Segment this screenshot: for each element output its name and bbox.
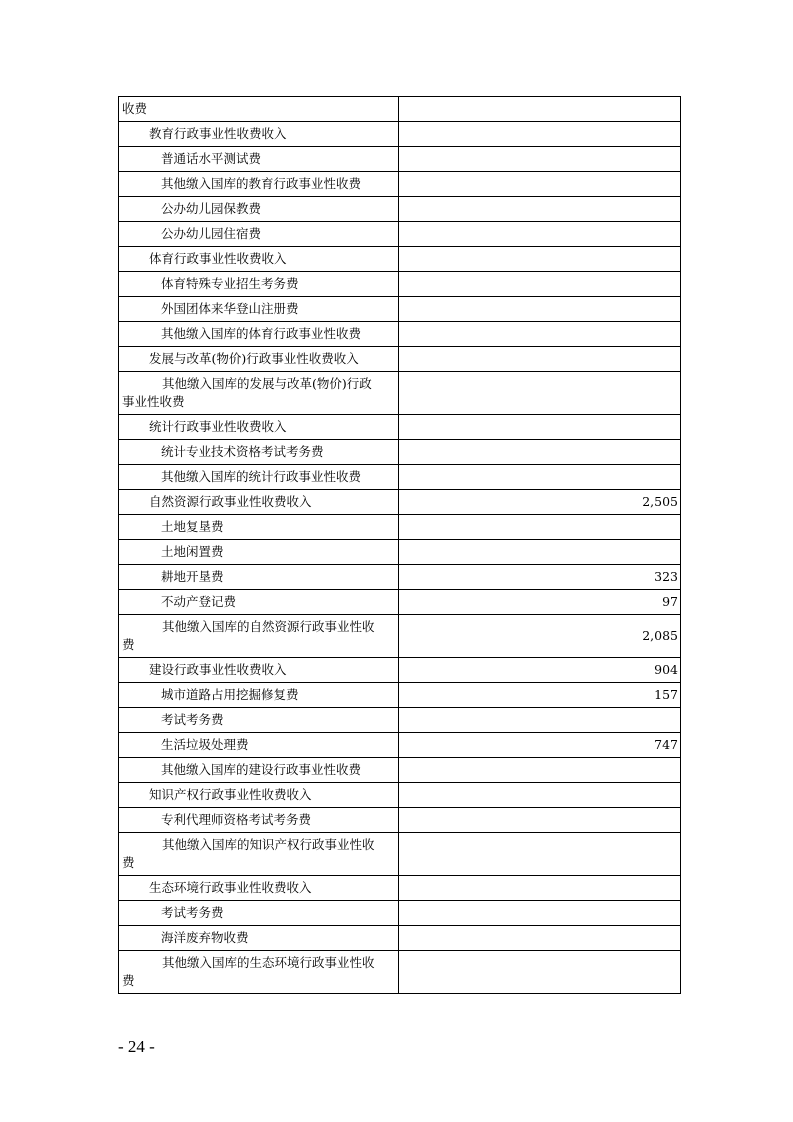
amount-cell: [399, 465, 681, 490]
table-row: [119, 901, 681, 926]
table-row: [119, 876, 681, 901]
table-row: [119, 758, 681, 783]
item-name-cell: 自然资源行政事业性收费收入: [119, 490, 399, 515]
item-name-cell: 土地闲置费: [119, 540, 399, 565]
revenue-table: [118, 96, 681, 994]
table-body: [119, 97, 681, 994]
item-name-line1: 其他缴入国库的生态环境行政事业性收: [162, 955, 375, 970]
amount-cell: [399, 833, 681, 876]
table-row: [119, 615, 681, 658]
amount-cell: [399, 901, 681, 926]
table-row: [119, 733, 681, 758]
table-row: [119, 658, 681, 683]
table-row: [119, 122, 681, 147]
item-name-cell: 专利代理师资格考试考务费: [119, 808, 399, 833]
amount-cell: [399, 372, 681, 415]
amount-cell: [399, 147, 681, 172]
amount-cell: 2,505: [399, 490, 681, 515]
table-row: [119, 565, 681, 590]
amount-cell: [399, 926, 681, 951]
amount-cell: [399, 97, 681, 122]
amount-cell: [399, 297, 681, 322]
table-row: [119, 465, 681, 490]
amount-cell: 747: [399, 733, 681, 758]
amount-cell: [399, 415, 681, 440]
item-name-cell: 统计专业技术资格考试考务费: [119, 440, 399, 465]
table-row: [119, 172, 681, 197]
table-row: [119, 297, 681, 322]
amount-cell: 97: [399, 590, 681, 615]
item-name-cell: [119, 833, 399, 876]
item-name-cell: 生活垃圾处理费: [119, 733, 399, 758]
item-name-cell: 其他缴入国库的建设行政事业性收费: [119, 758, 399, 783]
table-row: [119, 97, 681, 122]
item-name-cell: 考试考务费: [119, 901, 399, 926]
table-row: [119, 590, 681, 615]
table-row: [119, 147, 681, 172]
table-row: [119, 415, 681, 440]
table-row: [119, 540, 681, 565]
amount-cell: [399, 347, 681, 372]
item-name-cell: 外国团体来华登山注册费: [119, 297, 399, 322]
item-name-cell: 其他缴入国库的体育行政事业性收费: [119, 322, 399, 347]
table-row: [119, 708, 681, 733]
table-row: [119, 490, 681, 515]
item-name-cell: 体育行政事业性收费收入: [119, 247, 399, 272]
amount-cell: [399, 440, 681, 465]
table-row: [119, 926, 681, 951]
item-name-cell: 公办幼儿园住宿费: [119, 222, 399, 247]
table-row: [119, 683, 681, 708]
item-name-cell: 考试考务费: [119, 708, 399, 733]
item-name-line2: 费: [122, 973, 135, 988]
amount-cell: [399, 758, 681, 783]
table-row: [119, 247, 681, 272]
table-row: [119, 515, 681, 540]
item-name-line2: 费: [122, 637, 135, 652]
item-name-line1: 其他缴入国库的知识产权行政事业性收: [162, 837, 375, 852]
item-name-line2: 事业性收费: [122, 394, 185, 409]
amount-cell: 323: [399, 565, 681, 590]
item-name-line2: 费: [122, 855, 135, 870]
item-name-cell: 其他缴入国库的统计行政事业性收费: [119, 465, 399, 490]
amount-cell: 2,085: [399, 615, 681, 658]
table-row: [119, 951, 681, 994]
item-name-cell: [119, 951, 399, 994]
table-row: [119, 322, 681, 347]
page-number: - 24 -: [118, 1037, 155, 1056]
item-name-cell: 公办幼儿园保教费: [119, 197, 399, 222]
item-name-cell: [119, 615, 399, 658]
item-name-cell: 城市道路占用挖掘修复费: [119, 683, 399, 708]
item-name-cell: 教育行政事业性收费收入: [119, 122, 399, 147]
table-row: [119, 197, 681, 222]
amount-cell: [399, 876, 681, 901]
amount-cell: [399, 247, 681, 272]
table-row: [119, 808, 681, 833]
amount-cell: [399, 808, 681, 833]
item-name-cell: 统计行政事业性收费收入: [119, 415, 399, 440]
item-name-cell: 不动产登记费: [119, 590, 399, 615]
amount-cell: [399, 708, 681, 733]
item-name-cell: 土地复垦费: [119, 515, 399, 540]
table-row: [119, 783, 681, 808]
amount-cell: [399, 122, 681, 147]
item-name-cell: 其他缴入国库的教育行政事业性收费: [119, 172, 399, 197]
item-name-cell: 知识产权行政事业性收费收入: [119, 783, 399, 808]
item-name-cell: 海洋废弃物收费: [119, 926, 399, 951]
table-row: [119, 833, 681, 876]
table-row: [119, 272, 681, 297]
amount-cell: 904: [399, 658, 681, 683]
item-name-cell: [119, 372, 399, 415]
item-name-cell: 体育特殊专业招生考务费: [119, 272, 399, 297]
item-name-cell: 建设行政事业性收费收入: [119, 658, 399, 683]
table-row: [119, 372, 681, 415]
amount-cell: [399, 272, 681, 297]
item-name-cell: 发展与改革(物价)行政事业性收费收入: [119, 347, 399, 372]
amount-cell: 157: [399, 683, 681, 708]
amount-cell: [399, 322, 681, 347]
amount-cell: [399, 222, 681, 247]
amount-cell: [399, 172, 681, 197]
item-name-cell: 生态环境行政事业性收费收入: [119, 876, 399, 901]
amount-cell: [399, 197, 681, 222]
table-row: [119, 222, 681, 247]
amount-cell: [399, 783, 681, 808]
item-name-line1: 其他缴入国库的发展与改革(物价)行政: [162, 376, 372, 391]
table-row: [119, 440, 681, 465]
table-row: [119, 347, 681, 372]
item-name-cell: 耕地开垦费: [119, 565, 399, 590]
amount-cell: [399, 951, 681, 994]
amount-cell: [399, 540, 681, 565]
item-name-line1: 其他缴入国库的自然资源行政事业性收: [162, 619, 375, 634]
item-name-cell: 普通话水平测试费: [119, 147, 399, 172]
item-name-cell: 收费: [119, 97, 399, 122]
amount-cell: [399, 515, 681, 540]
